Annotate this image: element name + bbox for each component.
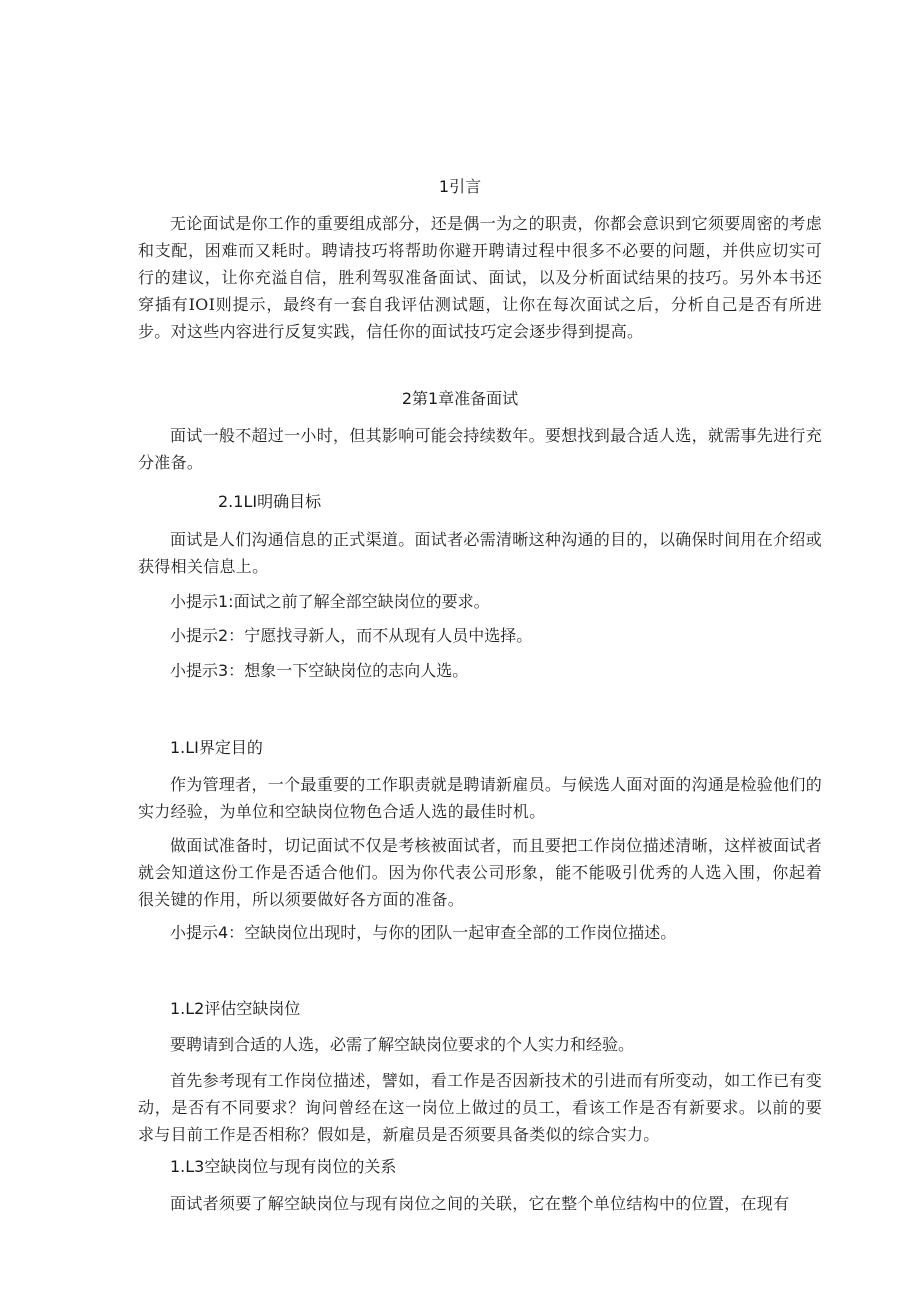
paragraph-1-1-a: 作为管理者，一个最重要的工作职责就是聘请新雇员。与候选人面对面的沟通是检验他们的实力经验，为单位和空缺岗位物色合适人选的最佳时机。	[138, 775, 823, 821]
tip-1-text: 面试之前了解全部空缺岗位的要求。	[233, 592, 490, 611]
subsection-heading-1-3: 1.L3空缺岗位与现有岗位的关系	[170, 1157, 397, 1176]
tip-3-text: 想象一下空缺岗位的志向人选。	[244, 661, 469, 680]
tip-1	[170, 590, 490, 614]
tip-3-label: 小提示3：	[170, 661, 245, 680]
line-1-2: 要聘请到合适的人选，必需了解空缺岗位要求的个人实力和经验。	[170, 1035, 635, 1054]
tip-4-label: 小提示4：	[170, 923, 245, 942]
tip-4	[170, 921, 676, 945]
paragraph-chapter-intro: 面试一般不超过一小时，但其影响可能会持续数年。要想找到最合适人选，就需事先进行充分准备。	[138, 426, 823, 472]
subsection-heading-1-1: 1.LI界定目的	[170, 738, 263, 757]
paragraph-1-1-b: 做面试准备时，切记面试不仅是考核被面试者，而且要把工作岗位描述清晰，这样被面试者就会知道这份工作是否适合他们。因为你代表公司形象，能不能吸引优秀的人选入围，你起着很关键的作用，所以须要做好各方面的准备。	[138, 836, 823, 909]
paragraph-2-1: 面试是人们沟通信息的正式渠道。面试者必需清晰这种沟通的目的，以确保时间用在介绍或获得相关信息上。	[138, 530, 823, 576]
subsection-heading-2-1: 2.1LI明确目标	[218, 492, 322, 511]
tip-3	[170, 659, 468, 683]
tip-2-label: 小提示2：	[170, 626, 245, 645]
paragraph-1-2: 首先参考现有工作岗位描述，譬如，看工作是否因新技术的引进而有所变动，如工作已有变动，是否有不同要求？询问曾经在这一岗位上做过的员工，看该工作是否有新要求。以前的要求与目前工作是否相称？假如是，新雇员是否须要具备类似的综合实力。	[138, 1071, 823, 1144]
paragraph-1-3: 面试者须要了解空缺岗位与现有岗位之间的关联，它在整个单位结构中的位置，在现有	[170, 1194, 790, 1213]
chapter-heading: 2第1章准备面试	[401, 389, 519, 408]
tip-1-label: 小提示1:	[170, 592, 234, 611]
tip-2	[170, 624, 532, 648]
section-heading-intro: 1引言	[438, 177, 482, 196]
paragraph-intro: 无论面试是你工作的重要组成部分，还是偶一为之的职责，你都会意识到它须要周密的考虑和支配，困难而又耗时。聘请技巧将帮助你避开聘请过程中很多不必要的问题，并供应切实可行的建议，让你充溢自信，胜利驾驭准备面试、面试，以及分析面试结果的技巧。另外本书还穿插有IOI则提示，最终有一套自我评估测试题，让你在每次面试之后，分析自己是否有所进步。对这些内容进行反复实践，信任你的面试技巧定会逐步得到提高。	[138, 214, 823, 341]
subsection-heading-1-2: 1.L2评估空缺岗位	[170, 999, 301, 1018]
tip-4-text: 空缺岗位出现时，与你的团队一起审查全部的工作岗位描述。	[244, 923, 677, 942]
tip-2-text: 宁愿找寻新人，而不从现有人员中选择。	[244, 626, 533, 645]
